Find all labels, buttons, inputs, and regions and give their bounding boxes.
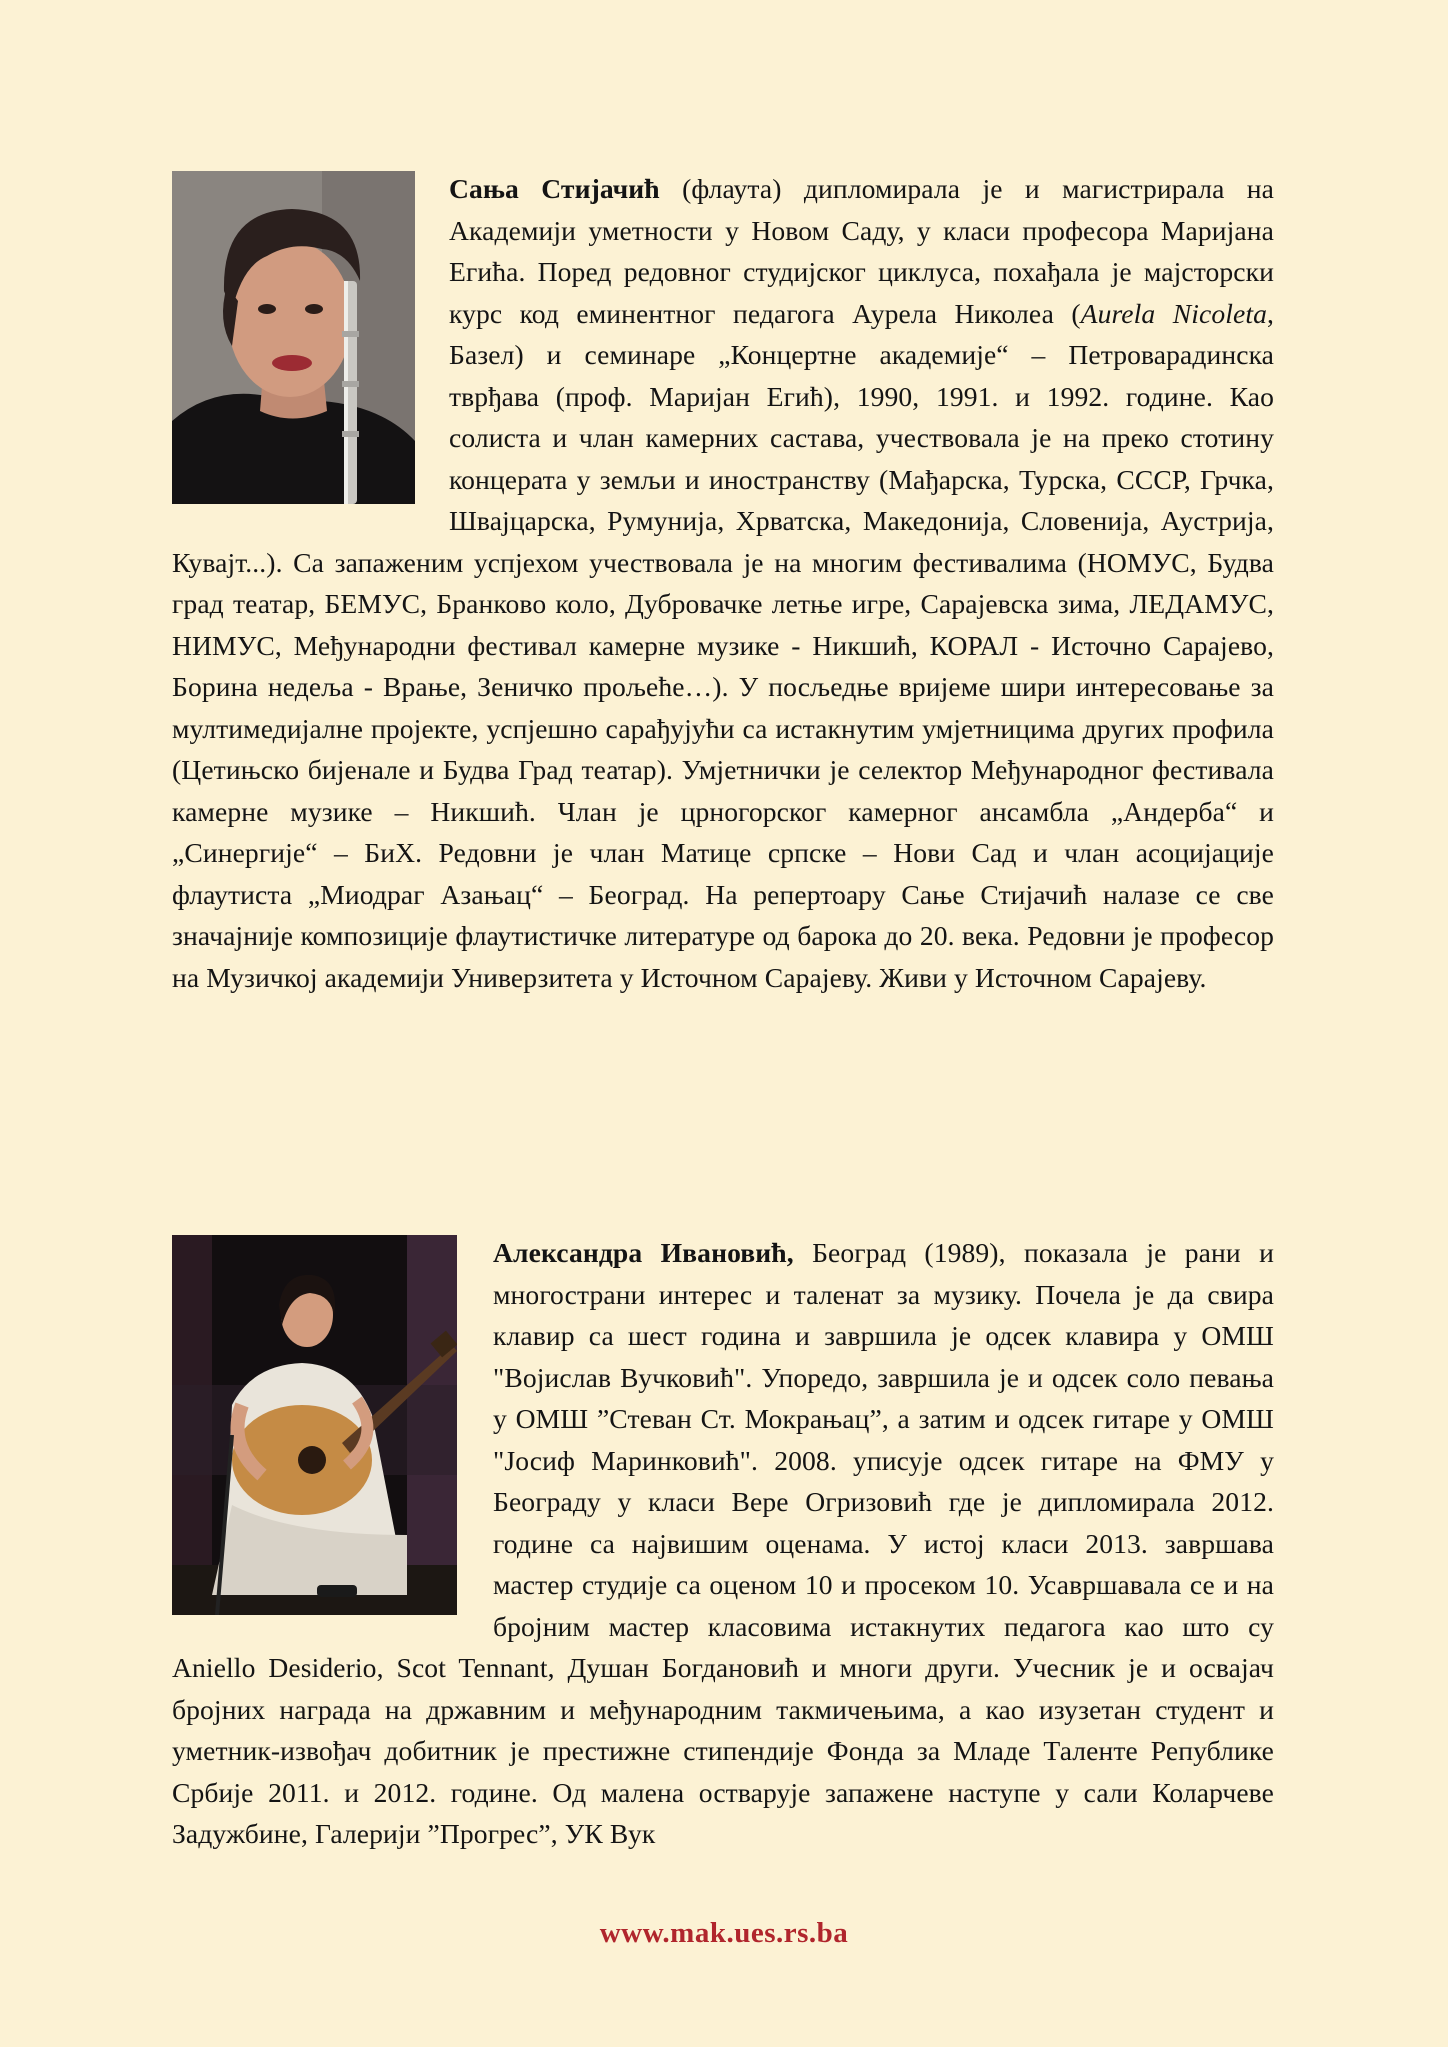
flutist-portrait-image <box>172 171 415 504</box>
bio-italic-name: Aurela Nicoleta <box>1080 297 1267 329</box>
bio-name: Александра Ивановић, <box>493 1237 794 1268</box>
bio-name: Сања Стијачић <box>449 173 660 204</box>
bio-text-part: (флаута) дипломирала је и магистрирала на Академији уметности у Новом Саду, у класи професора Маријана Егића. Поред редовног студијског циклуса, похађала је мајсторски курс код еминентног педагога Аурела Николеа ( <box>449 173 1274 329</box>
footer-website-url[interactable]: www.mak.ues.rs.ba <box>599 1917 849 1949</box>
portrait-photo-flutist <box>172 171 415 504</box>
bio-section-sanja <box>172 168 1274 998</box>
portrait-photo-guitarist <box>172 1235 457 1615</box>
guitarist-stage-image <box>172 1235 457 1615</box>
bio-section-aleksandra <box>172 1232 1274 1855</box>
bio-text-part: Београд (1989), показала је рани и многострани интерес и таленат за музику. Почела је да свира клавир са шест година и завршила је одсек клавира у ОМШ "Војислав Вучковић". Упоредо, завршила је и одсек соло певања у ОМШ ”Стеван Ст. Мокрањац”, а затим и одсек гитаре у ОМШ "Јосиф Маринковић". 2008. уписује одсек гитаре на ФМУ у Београду у класи Вере Огризовић где је дипломирала 2012. године са највишим оценама. У истој класи 2013. завршава мастер студије са оценом 10 и просеком 10. Усавршавала се и на бројним мастер класовима истакнутих педагога као што су Aniello Desiderio, Scot Tennant, Душан Богдановић и многи други. Учесник је и освајач бројних награда на државним и међународним такмичењима, а као изузетан студент и уметник-извођач добитник је престижне стипендије Фонда за Младе Таленте Републике Србије 2011. и 2012. године. Од малена остварује запажене наступе у сали Коларчеве Задужбине, Галерији ”Прогрес”, УК Вук <box>172 1237 1274 1849</box>
bio-text-part: , Базел) и семинаре „Концертне академије“ – Петроварадинска тврђава (проф. Маријан Егић), 1990, 1991. и 1992. године. Као солиста и члан камерних састава, учествовала је на преко стотину концерата у земљи и иностранству (Мађарска, Турска, СССР, Грчка, Швајцарска, Румунија, Хрватска, Македонија, Словенија, Аустрија, Кувајт...). Са запаженим успјехом учествовала је на многим фестивалима (НОМУС, Будва град театар, БЕМУС, Бранково коло, Дубровачке летње игре, Сарајевска зима, ЛЕДАМУС, НИМУС, Међународни фестивал камерне музике - Никшић, КОРАЛ - Источно Сарајево, Борина недеља - Врање, Зеничко прољеће…). У посљедње вријеме шири интересовање за мултимедијалне пројекте, успјешно сарађујући са истакнутим умјетницима других профила (Цетињско бијенале и Будва Град театар). Умјетнички је селектор Међународног фестивала камерне музике – Никшић. Члан је црногорског камерног ансамбла „Андерба“ и „Синергије“ – БиХ. Редовни је члан Матице српске – Нови Сад и члан асоцијације флаутиста „Миодраг Азањац“ – Београд. На репертоару Сање Стијачић налазе се све значајније композиције флаутистичке литературе од барока до 20. века. Редовни је професор на Музичкој академији Универзитета у Источном Сарајеву. Живи у Источном Сарајеву. <box>172 297 1274 993</box>
